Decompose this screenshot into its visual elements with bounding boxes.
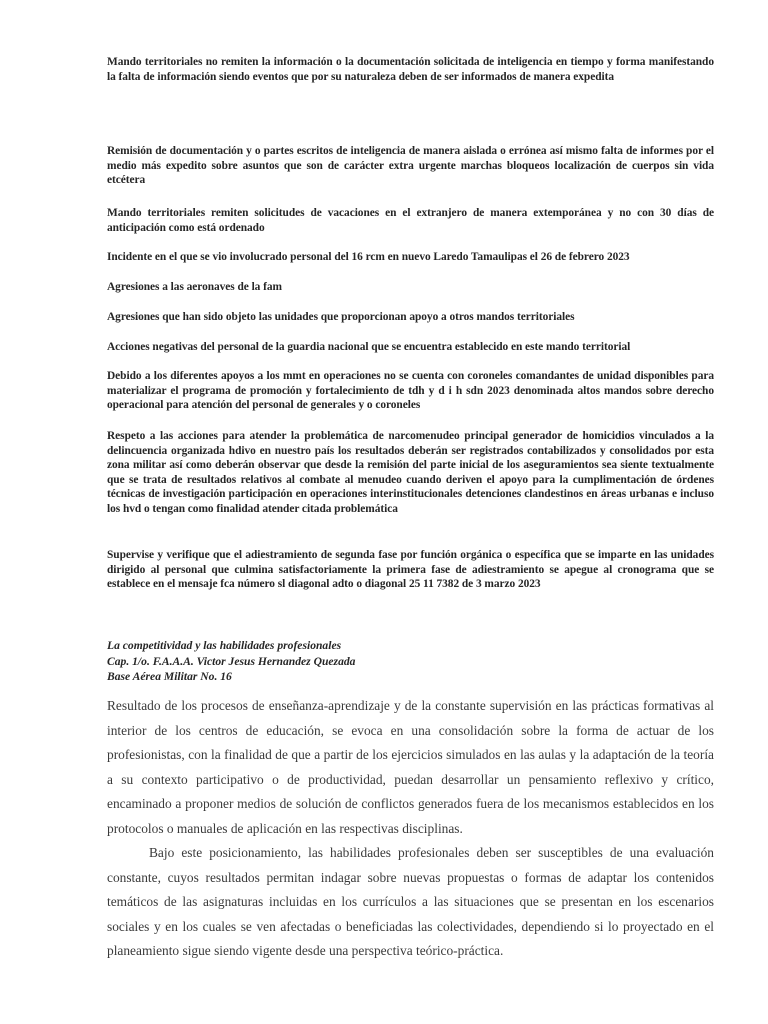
note-paragraph-1: Mando territoriales no remiten la información o la documentación solicitada de inteligencia en tiempo y forma manifestando la falta de información siendo eventos que por su naturaleza deben de ser informados de manera expedita <box>107 56 714 83</box>
note-paragraph-7: Acciones negativas del personal de la guardia nacional que se encuentra establecido en este mando territorial <box>107 341 631 353</box>
essay-title: La competitividad y las habilidades profesionales <box>107 639 342 652</box>
note-paragraph-5: Agresiones a las aeronaves de la fam <box>107 281 282 293</box>
note-paragraph-6: Agresiones que han sido objeto las unidades que proporcionan apoyo a otros mandos territoriales <box>107 311 575 323</box>
note-paragraph-2: Remisión de documentación y o partes escritos de inteligencia de manera aislada o errónea así mismo falta de informes por el medio más expedito sobre asuntos que son de carácter extra urgente marchas bloqueos localización de cuerpos sin vida etcétera <box>107 145 714 187</box>
note-paragraph-3: Mando territoriales remiten solicitudes de vacaciones en el extranjero de manera extemporánea y no con 30 días de anticipación como está ordenado <box>107 207 714 234</box>
note-paragraph-8: Debido a los diferentes apoyos a los mmt en operaciones no se cuenta con coroneles comandantes de unidad disponibles para materializar el programa de promoción y fortalecimiento de tdh y d i h sdn 2023 denominada altos mandos sobre derecho operacional para atención del personal de generales y o coroneles <box>107 370 714 412</box>
essay-paragraph-2: Bajo este posicionamiento, las habilidades profesionales deben ser susceptibles de una evaluación constante, cuyos resultados permitan indagar sobre nuevas propuestas o formas de adaptar los contenidos temáticos de las asignaturas incluidas en los currículos a las situaciones que se presentan en los escenarios sociales y en los cuales se ven afectadas o beneficiadas las colectividades, dependiendo si lo proyectado en el planeamiento sigue siendo vigente desde una perspectiva teórico-práctica. <box>107 845 714 958</box>
author-name: Cap. 1/o. F.A.A.A. Victor Jesus Hernandez Quezada <box>107 655 356 668</box>
note-paragraph-9: Respeto a las acciones para atender la problemática de narcomenudeo principal generador de homicidios vinculados a la delincuencia organizada hdivo en nuestro país los resultados deberán ser registrados contabilizados y consolidados por esta zona militar así como deberán observar que desde la remisión del parte inicial de los aseguramientos sea siente textualmente que se trata de resultados relativos al combate al menudeo cuando deriven el apoyo para la cumplimentación de órdenes técnicas de investigación participación en operaciones interinstitucionales detenciones clandestinos en áreas urbanas e incluso los hvd o tengan como finalidad atender citada problemática <box>107 430 714 515</box>
author-base: Base Aérea Militar No. 16 <box>107 670 232 683</box>
note-paragraph-4: Incidente en el que se vio involucrado personal del 16 rcm en nuevo Laredo Tamaulipas el 26 de febrero 2023 <box>107 251 630 263</box>
essay-paragraph-1: Resultado de los procesos de enseñanza-aprendizaje y de la constante supervisión en las prácticas formativas al interior de los centros de educación, se evoca en una consolidación sobre la forma de actuar de los profesionistas, con la finalidad de que a partir de los ejercicios simulados en las aulas y la adaptación de la teoría a su contexto participativo o de productividad, puedan desarrollar un pensamiento reflexivo y crítico, encaminado a proponer medios de solución de conflictos generados fuera de los mecanismos establecidos en los protocolos o manuales de aplicación en las respectivas disciplinas. <box>107 698 714 836</box>
note-paragraph-10: Supervise y verifique que el adiestramiento de segunda fase por función orgánica o específica que se imparte en las unidades dirigido al personal que culmina satisfactoriamente la primera fase de adiestramiento se apegue al cronograma que se establece en el mensaje fca número sl diagonal adto o diagonal 25 11 7382 de 3 marzo 2023 <box>107 549 714 591</box>
